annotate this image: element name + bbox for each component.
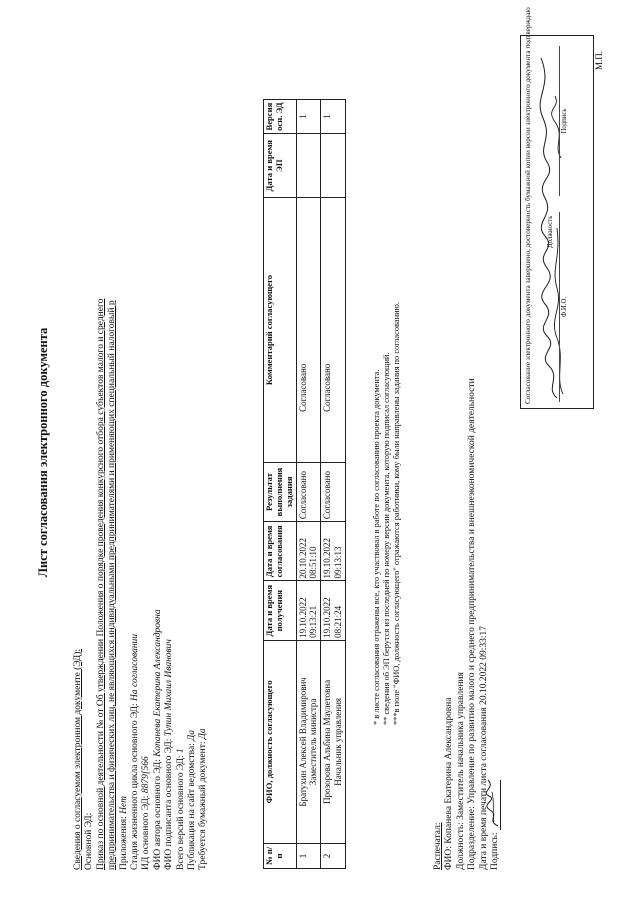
stamp-heading: Согласование электронного документа завершено, достоверность бумажной копии версии электронного документа подтверждаю xyxy=(524,7,532,404)
row-num: 1 xyxy=(296,843,321,868)
printed-fio: ФИО: Копанева Екатерина Александровна xyxy=(444,697,455,870)
table-row xyxy=(321,100,346,869)
row-ep xyxy=(296,134,321,198)
info-heading: Сведения о согласуемом электронном документе (ЭД): xyxy=(73,648,83,870)
printed-division: Подразделение: Управление по развитию малого и среднего предпринимательства и внешнеэкономической деятельности xyxy=(467,378,478,870)
header-comment: Комментарий согласующего xyxy=(264,198,297,463)
table-header-row xyxy=(264,100,297,869)
author-row: ФИО автора основного ЭД: Копанева Екатерина Александровна xyxy=(152,609,163,870)
stamp-signature-caption: Подпись xyxy=(561,108,568,134)
row-comment: Согласовано xyxy=(321,198,346,463)
row-approved: 19.10.2022 09:13:13 xyxy=(321,522,346,581)
table-row xyxy=(296,100,321,869)
row-approved: 20.10.2022 08:51:10 xyxy=(296,522,321,581)
row-result: Согласовано xyxy=(296,462,321,521)
lifecycle-row: Стадия жизненного цикла основного ЭД: На согласовании xyxy=(129,633,140,870)
signer-row: ФИО подписанта основного ЭД: Тупин Михаил Иванович xyxy=(164,639,175,870)
attachments-row: Приложения: Нет xyxy=(118,796,129,870)
verification-stamp xyxy=(520,7,594,409)
paper-row: Требуется бумажный документ: Да xyxy=(198,728,209,870)
printed-datetime: Дата и время печати листа согласования 20.10.2022 09:33:17 xyxy=(478,626,489,870)
main-ed-label: Основной ЭД: xyxy=(84,812,95,870)
document-info xyxy=(73,70,210,870)
printed-by-block xyxy=(433,270,501,870)
row-ep xyxy=(321,134,346,198)
order-line-1: Приказ по основной деятельности № от Об утверждении Положения о порядке проведения конкурсного отбора субъектов малого и среднего xyxy=(95,298,106,870)
stamp-fio-line xyxy=(559,212,560,402)
stamp-position-caption: Должность xyxy=(547,215,554,248)
publish-row: Публикация на сайт ведомства: Да xyxy=(186,729,197,870)
handwritten-signature xyxy=(490,780,501,830)
printed-heading: Распечатал: xyxy=(433,822,443,870)
stamp-fio-caption: Ф.И.О. xyxy=(561,296,568,318)
versions-row: Всего версий основного ЭД: 1 xyxy=(175,748,186,870)
printed-position: Должность: Заместитель начальника управления xyxy=(455,672,466,870)
row-received: 19.10.2022 09:13:21 xyxy=(296,581,321,640)
footnote-3: ***в поле "ФИО, должность согласующего" отражаются работники, кому были направлены задания по согласованию. xyxy=(392,302,402,725)
header-received: Дата и время получения xyxy=(264,581,297,640)
order-line-2: предпринимательства и физических лиц, не являющихся индивидуальными предпринимателями и применяющих специальный налоговый р xyxy=(107,300,118,870)
header-result: Результат выполнения задания xyxy=(264,462,297,521)
row-version: 1 xyxy=(296,100,321,134)
id-row: ИД основного ЭД: 8879[566 xyxy=(141,756,152,870)
row-fio: Братухин Алексей Владимирович Заместитель министра xyxy=(296,640,321,843)
seal-place-label: М.П. xyxy=(594,50,604,70)
header-version: Версия осн. ЭД xyxy=(264,100,297,134)
footnote-1: * в листе согласования отражены все, кто участвовал в работе по согласованию проекта документа. xyxy=(372,369,381,725)
header-approved: Дата и время согласования xyxy=(264,522,297,581)
row-version: 1 xyxy=(321,100,346,134)
approval-table xyxy=(263,99,346,869)
document-title: Лист согласования электронного документа xyxy=(36,327,50,578)
row-num: 2 xyxy=(321,843,346,868)
footnotes xyxy=(372,125,402,725)
stamp-signature-line xyxy=(559,46,560,196)
row-fio: Прозорова Альбина Маулетовна Начальник управления xyxy=(321,640,346,843)
footnote-2: ** сведения об ЭП берутся из последней по номеру версии документа, которую подписал согласующий. xyxy=(382,352,392,725)
header-fio: ФИО, должность согласующего xyxy=(264,640,297,843)
row-comment: Согласовано xyxy=(296,198,321,463)
printed-signature-row: Подпись: xyxy=(490,270,501,870)
row-received: 19.10.2022 08:21:24 xyxy=(321,581,346,640)
header-ep: Дата и время ЭП xyxy=(264,134,297,198)
row-result: Согласовано xyxy=(321,462,346,521)
header-num: № п/п xyxy=(264,843,297,868)
